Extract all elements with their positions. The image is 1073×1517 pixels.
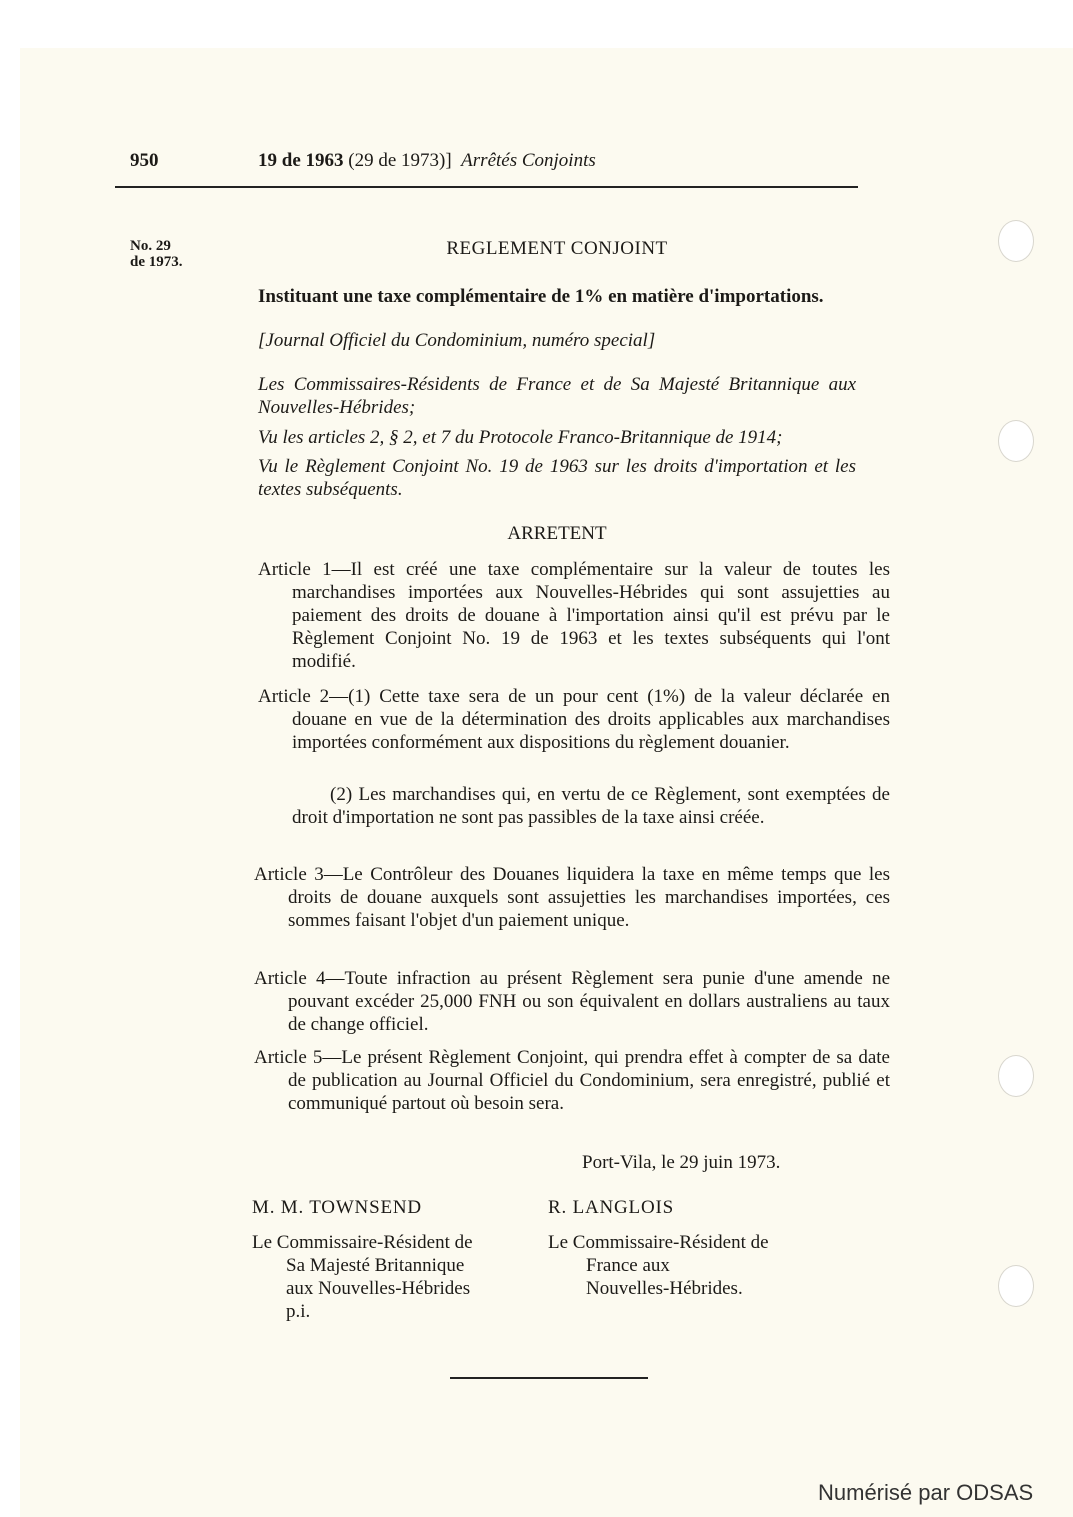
- article-5: Article 5—Le présent Règlement Conjoint, qui prendra effet à compter de sa date de publication au Journal Officiel du Condominium, sera enregistré, publié et communiqué partout où besoin sera.: [254, 1047, 890, 1114]
- preamble-line: Les Commissaires-Résidents de France et de Sa Majesté Britannique aux Nouvelles-Hébrides;: [258, 374, 856, 418]
- header-ref: 19 de 1963: [258, 150, 344, 171]
- punch-hole: [998, 1055, 1034, 1097]
- signatory-title-line: Le Commissaire-Résident de: [548, 1232, 769, 1253]
- header-section: Arrêtés Conjoints: [461, 150, 596, 171]
- signatory-french: [548, 1196, 769, 1300]
- signatory-title-line: aux Nouvelles-Hébrides: [286, 1278, 471, 1299]
- running-header: [258, 149, 596, 172]
- signatory-title-line: Le Commissaire-Résident de: [252, 1232, 473, 1253]
- signatory-name: R. LANGLOIS: [548, 1197, 674, 1218]
- document-subtitle: Instituant une taxe complémentaire de 1% en matière d'importations.: [258, 286, 824, 307]
- preamble-line: Vu les articles 2, § 2, et 7 du Protocole Franco-Britannique de 1914;: [258, 427, 783, 448]
- preamble-line: Vu le Règlement Conjoint No. 19 de 1963 sur les droits d'importation et les textes subséquents.: [258, 456, 856, 500]
- article-2: Article 2—(1) Cette taxe sera de un pour cent (1%) de la valeur déclarée en douane en vue de la détermination des droits applicables aux marchandises importées conformément aux dispositions du règlement douanier.: [258, 686, 890, 753]
- header-rule: [115, 186, 858, 188]
- punch-hole: [998, 1265, 1034, 1307]
- signatory-title-line: p.i.: [286, 1301, 311, 1322]
- signatory-name: M. M. TOWNSEND: [252, 1197, 422, 1218]
- place-date: Port-Vila, le 29 juin 1973.: [582, 1152, 781, 1173]
- page-number: 950: [130, 150, 159, 171]
- article-1: Article 1—Il est créé une taxe complémentaire sur la valeur de toutes les marchandises importées aux Nouvelles-Hébrides qui sont assujetties au paiement des droits de douane à l'importation ainsi qu'il est prévu par le Règlement Conjoint No. 19 de 1963 et les textes subséquents qui l'ont modifié.: [258, 559, 890, 672]
- digitization-watermark: Numérisé par ODSAS: [818, 1480, 1034, 1505]
- document-title: REGLEMENT CONJOINT: [446, 238, 668, 259]
- punch-hole: [998, 420, 1034, 462]
- end-rule: [450, 1377, 648, 1379]
- signatory-title-line: Sa Majesté Britannique: [286, 1255, 465, 1276]
- article-4: Article 4—Toute infraction au présent Règlement sera punie d'une amende ne pouvant excéder 25,000 FNH ou son équivalent en dollars australiens au taux de change officiel.: [254, 968, 890, 1035]
- margin-note-year: de 1973.: [130, 254, 183, 270]
- signatory-title-line: Nouvelles-Hébrides.: [586, 1278, 743, 1299]
- signatory-british: [252, 1196, 473, 1323]
- article-2-paragraph-2: (2) Les marchandises qui, en vertu de ce Règlement, sont exemptées de droit d'importation ne sont pas passibles de la taxe ainsi créée.: [292, 784, 890, 828]
- source-citation: [Journal Officiel du Condominium, numéro special]: [258, 330, 656, 351]
- punch-hole: [998, 220, 1034, 262]
- article-3: Article 3—Le Contrôleur des Douanes liquidera la taxe en même temps que les droits de douane auxquels sont assujetties les marchandises importées, ces sommes faisant l'objet d'un paiement unique.: [254, 864, 890, 931]
- header-ref-paren: (29 de 1973)]: [343, 150, 452, 171]
- decree-heading: ARRETENT: [507, 523, 607, 544]
- margin-note-number: No. 29: [130, 238, 171, 254]
- signatory-title-line: France aux: [586, 1255, 670, 1276]
- margin-note: [130, 238, 183, 270]
